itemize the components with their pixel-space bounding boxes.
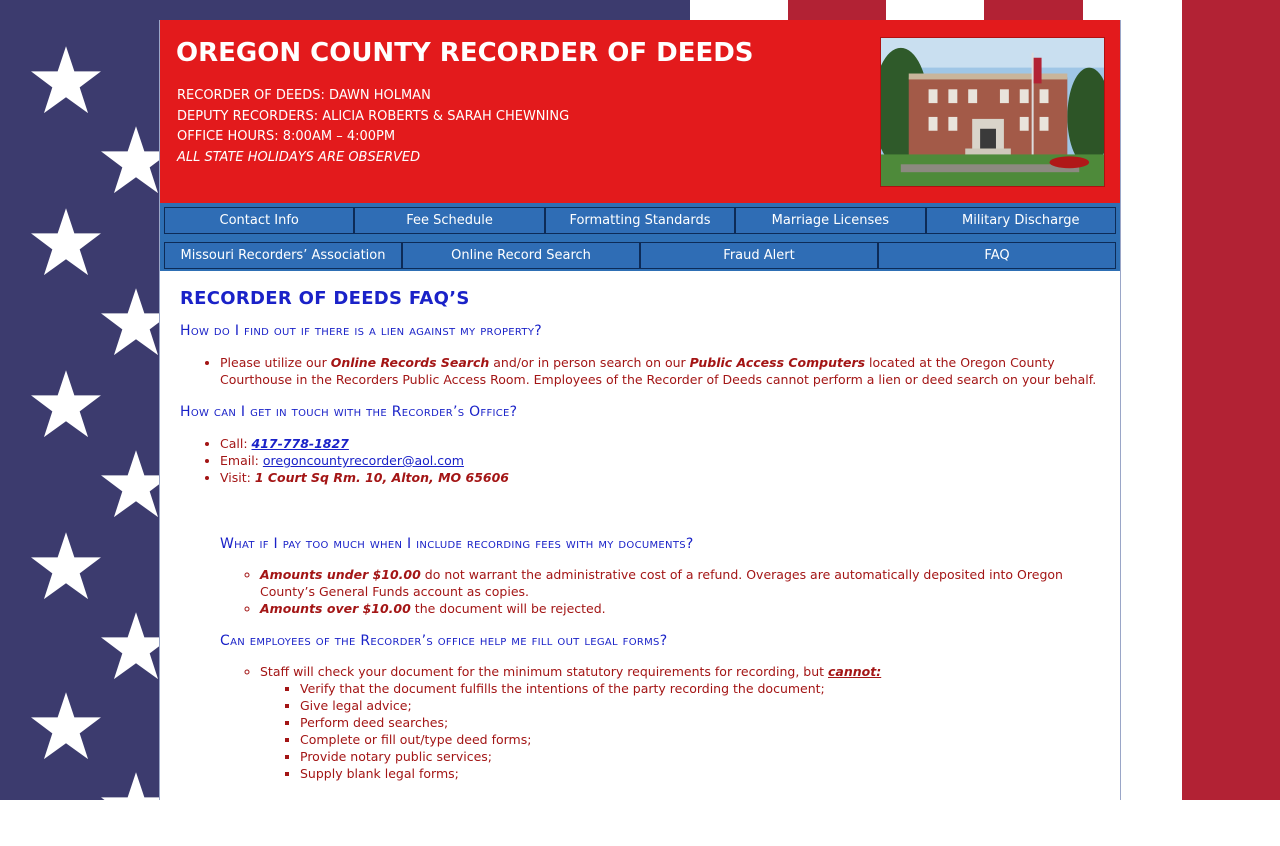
faq-subsection xyxy=(180,536,1100,782)
call-label: Call: xyxy=(220,436,252,451)
list-item: ▪ Provide notary public services; xyxy=(300,748,1100,765)
faq-question-lien: How do I find out if there is a lien against my property? xyxy=(180,323,542,339)
nav-row-2 xyxy=(164,242,1116,269)
flag-stripe xyxy=(1182,0,1280,800)
faq-answer-overpay xyxy=(220,566,1100,617)
faq-answer-lien xyxy=(180,354,1100,388)
office-hours: OFFICE HOURS: 8:00AM – 4:00PM xyxy=(177,129,396,144)
online-records-search-link[interactable]: Online Records Search xyxy=(330,355,490,370)
flag-star-icon xyxy=(28,690,104,766)
site-title: OREGON COUNTY RECORDER OF DEEDS xyxy=(176,38,754,68)
faq-answer-legal-forms xyxy=(220,663,1100,782)
nav-marriage-licenses[interactable]: Marriage Licenses xyxy=(735,207,925,234)
nav-online-record-search[interactable]: Online Record Search xyxy=(402,242,640,269)
main-nav xyxy=(160,203,1120,271)
faq-question-contact: How can I get in touch with the Recorder’s Office? xyxy=(180,404,518,420)
faq-answer-contact xyxy=(180,435,1100,486)
email-label: Email: xyxy=(220,453,263,468)
answer-text: Please utilize our xyxy=(220,355,331,370)
list-item xyxy=(260,663,1100,782)
courthouse-photo xyxy=(880,37,1105,187)
nav-fraud-alert[interactable]: Fraud Alert xyxy=(640,242,878,269)
list-item: ▪ Give legal advice; xyxy=(300,697,1100,714)
answer-text: the document will be rejected. xyxy=(410,601,606,616)
flag-star-icon xyxy=(28,44,104,120)
flag-stripe xyxy=(984,0,1083,20)
page-panel xyxy=(159,20,1121,800)
cannot-list xyxy=(260,680,1100,782)
answer-text: and/or in person search on our xyxy=(489,355,690,370)
nav-fee-schedule[interactable]: Fee Schedule xyxy=(354,207,544,234)
cannot-text: cannot: xyxy=(828,664,882,679)
recorder-name: RECORDER OF DEEDS: DAWN HOLMAN xyxy=(177,88,431,103)
list-item xyxy=(260,600,1100,617)
email-link[interactable]: oregoncountyrecorder@aol.com xyxy=(262,453,464,468)
list-item xyxy=(220,469,1100,486)
flag-stripe xyxy=(690,0,788,20)
answer-text: do not warrant the administrative cost of a refund. Overages are automatically deposited into Oregon County’s General Funds account as copies. xyxy=(260,567,1063,599)
faq-question-overpay: What if I pay too much when I include recording fees with my documents? xyxy=(220,536,694,552)
faq-content xyxy=(180,290,1100,782)
list-item xyxy=(220,452,1100,469)
holiday-notice: ALL STATE HOLIDAYS ARE OBSERVED xyxy=(177,149,421,165)
nav-contact-info[interactable]: Contact Info xyxy=(164,207,354,234)
site-header xyxy=(160,20,1120,203)
list-item: ▪ Verify that the document fulfills the intentions of the party recording the document; xyxy=(300,680,1100,697)
flag-star-icon xyxy=(28,206,104,282)
list-item xyxy=(220,435,1100,452)
public-access-computers-text: Public Access Computers xyxy=(689,355,866,370)
amount-over-text: Amounts over $10.00 xyxy=(260,601,411,616)
courthouse-image xyxy=(881,38,1104,186)
answer-text: located at the Oregon County Courthouse in the Recorders Public Access Room. Employees of the Recorder of Deeds cannot perform a lien or deed search on your behalf. xyxy=(220,355,1097,387)
list-item xyxy=(260,566,1100,600)
visit-label: Visit: xyxy=(220,470,255,485)
list-item: ▪ Perform deed searches; xyxy=(300,714,1100,731)
page-title: RECORDER OF DEEDS FAQ’S xyxy=(180,288,470,309)
nav-faq[interactable]: FAQ xyxy=(878,242,1116,269)
phone-link[interactable]: 417-778-1827 xyxy=(251,436,349,451)
list-item xyxy=(220,354,1100,388)
faq-question-legal-forms: Can employees of the Recorder’s office help me fill out legal forms? xyxy=(220,633,668,649)
nav-missouri-recorders-association[interactable]: Missouri Recorders’ Association xyxy=(164,242,402,269)
address-text: 1 Court Sq Rm. 10, Alton, MO 65606 xyxy=(254,470,510,485)
answer-text: Staff will check your document for the minimum statutory requirements for recording, but xyxy=(260,664,828,679)
nav-military-discharge[interactable]: Military Discharge xyxy=(926,207,1116,234)
list-item: ▪ Supply blank legal forms; xyxy=(300,765,1100,782)
flag-stripe xyxy=(886,0,984,20)
nav-row-1 xyxy=(164,207,1116,234)
flag-stripe xyxy=(1121,0,1182,800)
flag-star-icon xyxy=(28,368,104,444)
nav-formatting-standards[interactable]: Formatting Standards xyxy=(545,207,735,234)
deputy-recorders: DEPUTY RECORDERS: ALICIA ROBERTS & SARAH CHEWNING xyxy=(177,108,570,124)
header-info xyxy=(177,86,569,168)
flag-stripe xyxy=(788,0,886,20)
list-item: ▪ Complete or fill out/type deed forms; xyxy=(300,731,1100,748)
amount-under-text: Amounts under $10.00 xyxy=(260,567,421,582)
flag-star-icon xyxy=(28,530,104,606)
